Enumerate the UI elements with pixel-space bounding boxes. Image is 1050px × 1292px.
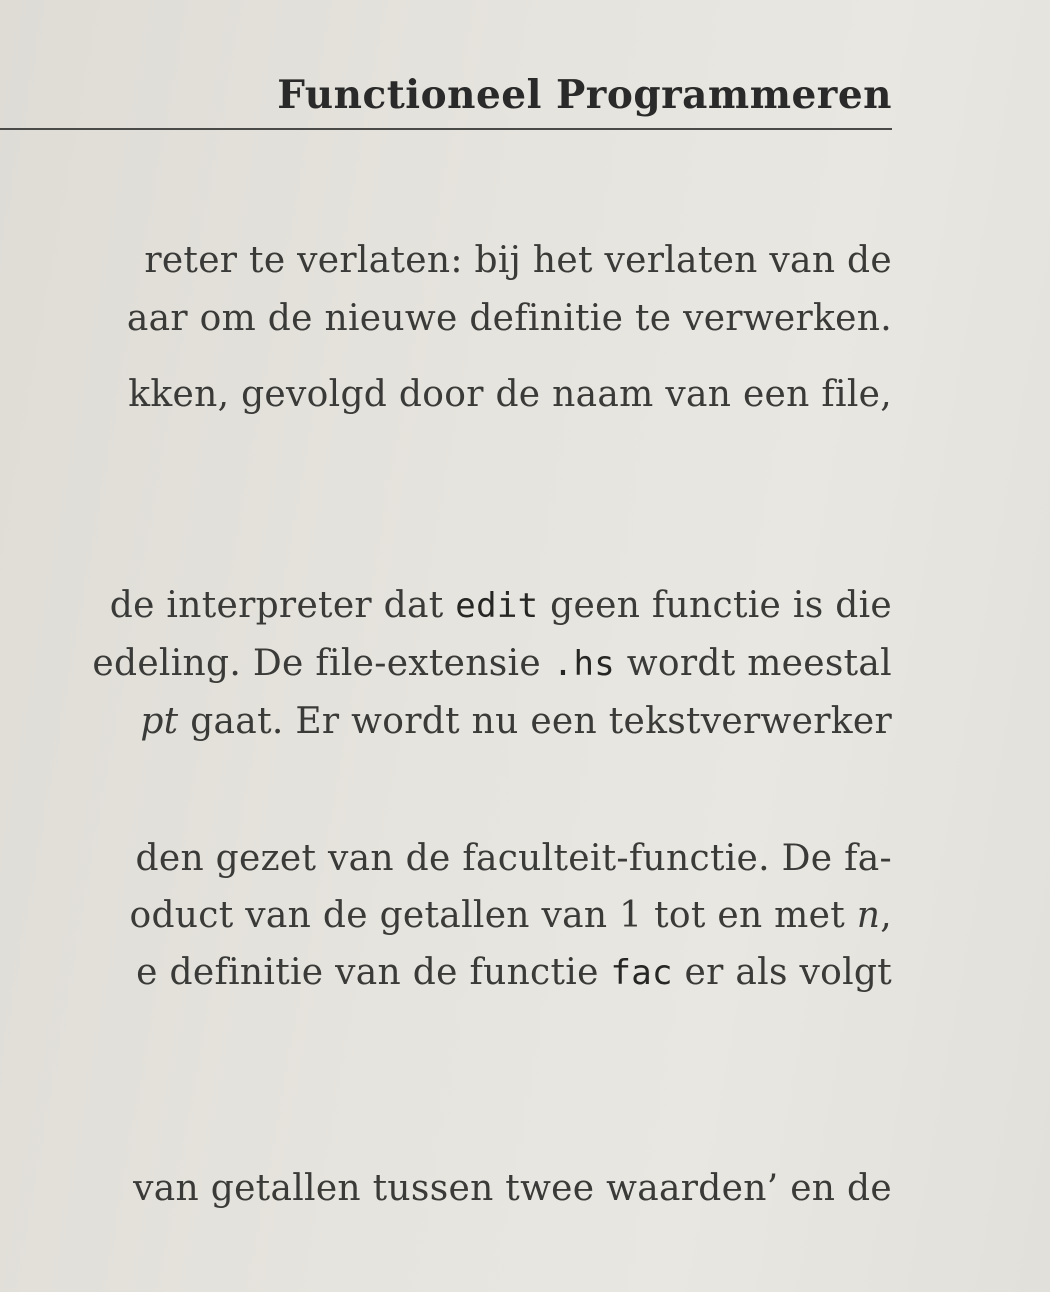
text-run: de interpreter dat <box>109 585 456 626</box>
text-line: den gezet van de faculteit-functie. De fa- <box>135 838 892 879</box>
text-run: wordt meestal <box>615 643 892 684</box>
text-line <box>136 952 892 993</box>
text-line: kken, gevolgd door de naam van een file, <box>128 374 892 415</box>
text-run: , <box>880 895 892 936</box>
text-line: aar om de nieuwe definitie te verwerken. <box>126 298 892 339</box>
code-hs-extension: .hs <box>552 644 616 684</box>
text-run: oduct van de getallen van 1 tot en met <box>129 895 857 936</box>
text-run: geen functie is die <box>538 585 892 626</box>
text-line: reter te verlaten: bij het verlaten van de <box>144 240 892 281</box>
text-line <box>110 585 892 626</box>
text-run: gaat. Er wordt nu een tekstverwerker <box>178 701 892 742</box>
text-run: e definitie van de functie <box>136 952 611 993</box>
italic-run: pt <box>140 701 179 742</box>
code-fac: fac <box>610 953 673 993</box>
text-line <box>140 701 892 742</box>
header-rule <box>0 128 892 130</box>
text-line: van getallen tussen twee waarden’ en de <box>133 1168 892 1209</box>
running-header-title: Functioneel Programmeren <box>277 72 892 118</box>
text-line <box>92 643 892 684</box>
italic-n: n <box>856 895 881 936</box>
text-line <box>129 895 892 936</box>
code-edit: edit <box>455 586 539 626</box>
text-run: er als volgt <box>672 952 892 993</box>
text-run: edeling. De file-extensie <box>92 643 553 684</box>
